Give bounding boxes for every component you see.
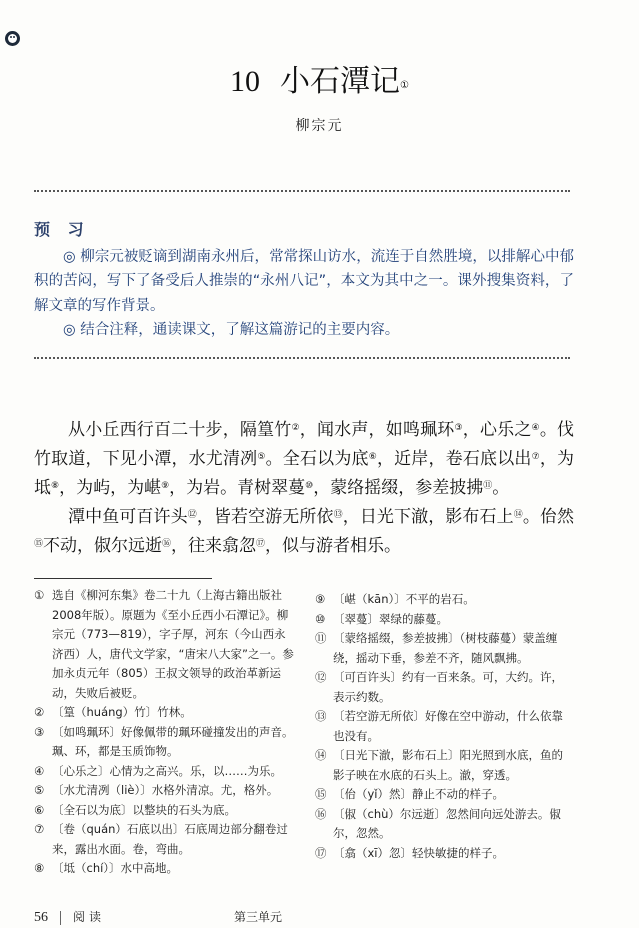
footnote-mark: ④ <box>531 423 540 433</box>
footnote-text: 〔水尤清冽（liè）〕水格外清凉。尤，格外。 <box>52 783 279 797</box>
footnote-item <box>34 723 294 762</box>
preview-item: ◎ 柳宗元被贬谪到湖南永州后，常常探山访水，流连于自然胜境，以排解心中郁积的苦闷，写下了备受后人推崇的“永州八记”，本文为其中之一。课外搜集资料，了解文章的写作背景。 <box>34 248 574 314</box>
footnote-mark: ⑬ <box>333 510 343 520</box>
footnote-item <box>34 703 294 723</box>
page-title <box>0 62 639 102</box>
footnote-number: ⑦ <box>34 822 45 836</box>
footnote-item <box>315 590 570 610</box>
footnote-item <box>34 859 294 879</box>
footnote-text: 〔篁（huáng）竹〕竹林。 <box>52 705 192 719</box>
footnotes-right-column <box>315 590 570 863</box>
footnote-mark: ⑫ <box>187 510 197 520</box>
dotted-divider-top <box>34 190 570 192</box>
footnote-number: ⑨ <box>315 592 326 606</box>
footnote-rule <box>34 578 212 579</box>
footnote-text: 〔佁（yǐ）然〕静止不动的样子。 <box>333 787 504 801</box>
footnote-number: ④ <box>34 763 45 778</box>
page-footer <box>34 908 105 926</box>
footnote-item <box>34 586 294 703</box>
text-paragraph: 潭中鱼可百许头⑫，皆若空游无所依⑬，日光下澈，影布石上⑭。佁然⑮不动，俶尔远逝⑯，往来翕忽⑰，似与游者相乐。 <box>34 507 575 556</box>
footnote-mark: ⑨ <box>161 481 170 491</box>
footnote-text: 〔可百许头〕约有一百来条。可，大约。许，表示约数。 <box>333 670 563 704</box>
footnote-mark: ⑯ <box>162 539 172 549</box>
footnotes-left-column <box>34 586 294 879</box>
footnote-text: 〔全石以为底〕以整块的石头为底。 <box>52 802 236 817</box>
footnote-number: ⑯ <box>315 806 327 821</box>
preview-heading: 预 习 <box>34 220 90 239</box>
footnote-item <box>315 668 570 707</box>
author: 柳宗元 <box>295 118 344 134</box>
footnote-number: ⑥ <box>34 802 45 817</box>
section-label: 阅读 <box>73 910 106 924</box>
footnote-number: ③ <box>34 724 45 739</box>
footnote-mark: ③ <box>454 423 463 433</box>
footnote-item <box>34 820 294 859</box>
footnote-text: 〔嵁（kān）〕不平的岩石。 <box>333 592 475 606</box>
text-paragraph: 从小丘西行百二十步，隔篁竹②，闻水声，如鸣珮环③，心乐之④。伐竹取道，下见小潭，水尤清冽⑤。全石以为底⑥，近岸，卷石底以出⑦，为坻⑧，为屿，为嵁⑨，为岩。青树翠蔓⑩，蒙络摇缀，参差披拂⑪。 <box>34 420 575 498</box>
footnote-mark: ⑰ <box>256 539 266 549</box>
footnote-number: ⑤ <box>34 783 45 797</box>
footnote-item <box>315 610 570 630</box>
footnote-mark: ⑮ <box>34 539 44 549</box>
footnote-mark: ⑤ <box>257 452 266 462</box>
footnote-text: 〔若空游无所依〕好像在空中游动，什么依靠也没有。 <box>333 709 563 743</box>
footnote-number: ⑩ <box>315 611 326 626</box>
footnote-number: ① <box>34 588 45 602</box>
footnote-text: 选自《柳河东集》卷二十九（上海古籍出版社2008年版）。原题为《至小丘西小石潭记》。柳宗元（773—819），字子厚，河东（今山西永济西）人，唐代文学家，“唐宋八大家”之一。参加永贞元年（805）王叔文领导的政治革新运动，失败后被贬。 <box>52 588 294 700</box>
footnote-item <box>315 746 570 785</box>
footnote-text: 〔心乐之〕心情为之高兴。乐，以……为乐。 <box>52 763 282 778</box>
unit-label: 第三单元 <box>234 910 283 924</box>
footer-separator <box>60 911 61 925</box>
footnote-text: 〔翠蔓〕翠绿的藤蔓。 <box>333 611 448 626</box>
footnote-item <box>34 801 294 821</box>
footnote-mark: ⑭ <box>513 510 523 520</box>
footnote-number: ⑧ <box>34 861 45 875</box>
footnote-item <box>34 781 294 801</box>
dotted-divider-bottom <box>34 357 570 359</box>
footnote-text: 〔蒙络摇缀，参差披拂〕（树枝藤蔓）蒙盖缠绕，摇动下垂，参差不齐，随风飘拂。 <box>333 631 558 665</box>
footnote-text: 〔俶（chù）尔远逝〕忽然间向远处游去。俶尔，忽然。 <box>333 806 561 840</box>
footnote-item <box>315 707 570 746</box>
footnote-text: 〔卷（quán）石底以出〕石底周边部分翻卷过来，露出水面。卷，弯曲。 <box>52 822 288 856</box>
footnote-number: ⑫ <box>315 670 327 684</box>
footnote-number: ② <box>34 705 45 719</box>
footnote-number: ⑰ <box>315 845 327 860</box>
footnote-text: 〔如鸣珮环〕好像佩带的珮环碰撞发出的声音。珮、环，都是玉质饰物。 <box>52 724 294 758</box>
footnote-item <box>315 805 570 844</box>
title-footnote-mark: ① <box>400 80 409 91</box>
footnote-text: 〔日光下澈，影布石上〕阳光照到水底，鱼的影子映在水底的石头上。澈，穿透。 <box>333 748 563 782</box>
footnote-mark: ⑧ <box>51 481 60 491</box>
footnote-number: ⑪ <box>315 631 327 645</box>
footnote-mark: ② <box>291 423 300 433</box>
page-number: 56 <box>34 910 48 925</box>
footnote-mark: ⑪ <box>483 481 493 491</box>
footnote-text: 〔坻（chí）〕水中高地。 <box>52 861 179 875</box>
preview-section <box>34 218 574 343</box>
footnote-number: ⑮ <box>315 787 327 801</box>
footnote-text: 〔翕（xī）忽〕轻快敏捷的样子。 <box>333 845 504 860</box>
footnote-number: ⑭ <box>315 748 327 762</box>
footnote-number: ⑬ <box>315 709 327 723</box>
lesson-title: 小石潭记 <box>280 65 401 98</box>
footnote-mark: ⑩ <box>305 481 314 491</box>
main-text <box>34 416 574 561</box>
footnote-item <box>315 785 570 805</box>
smiley-face-icon <box>5 31 20 46</box>
footnote-item <box>315 844 570 864</box>
footnote-item <box>315 629 570 668</box>
footnote-item <box>34 762 294 782</box>
lesson-number: 10 <box>230 65 261 98</box>
footnote-mark: ⑥ <box>368 452 377 462</box>
footnote-mark: ⑦ <box>531 452 540 462</box>
preview-item: ◎ 结合注释，通读课文，了解这篇游记的主要内容。 <box>63 322 400 338</box>
